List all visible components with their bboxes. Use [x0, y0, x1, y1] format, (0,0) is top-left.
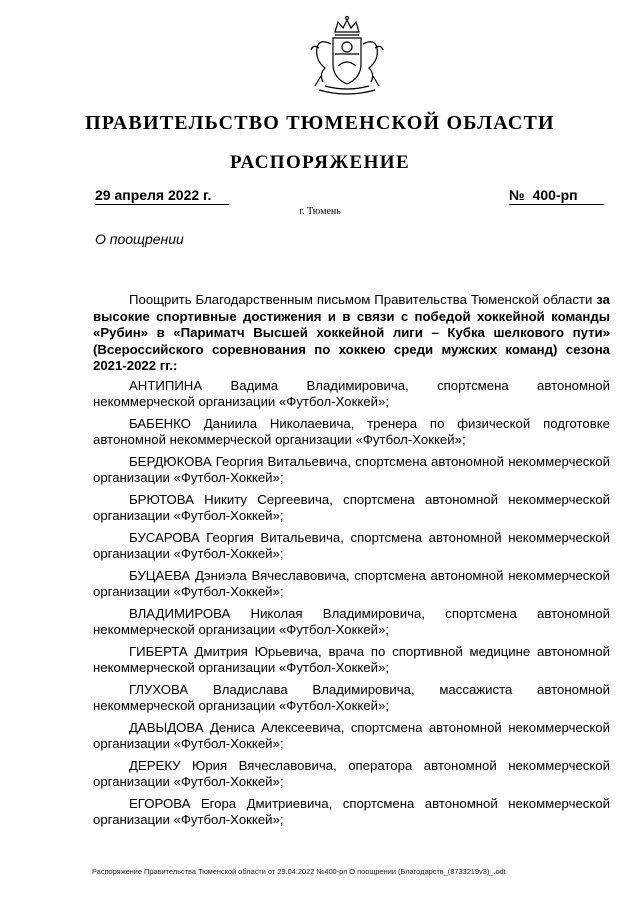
city-label: г. Тюмень	[299, 206, 341, 217]
recipient-item: ГИБЕРТА Дмитрия Юрьевича, врача по спортивной медицине автономной некоммерческой организации «Футбол-Хоккей»;	[93, 643, 610, 675]
document-kind: РАСПОРЯЖЕНИЕ	[229, 152, 411, 173]
recipient-item: ВЛАДИМИРОВА Николая Владимировича, спортсмена автономной некоммерческой организации «Футбол-Хоккей»;	[93, 605, 610, 637]
coat-of-arms-emblem	[305, 14, 389, 98]
recipient-item: БУЦАЕВА Дэниэла Вячеславовича, спортсмена автономной некоммерческой организации «Футбол-Хоккей»;	[93, 567, 610, 599]
document-number	[509, 187, 604, 205]
recipient-item: БЕРДЮКОВА Георгия Витальевича, спортсмена автономной некоммерческой организации «Футбол-Хоккей»;	[93, 453, 610, 485]
recipient-item: АНТИПИНА Вадима Владимировича, спортсмена автономной некоммерческой организации «Футбол-Хоккей»;	[93, 377, 610, 409]
document-subject: О поощрении	[95, 231, 184, 247]
government-title: ПРАВИТЕЛЬСТВО ТЮМЕНСКОЙ ОБЛАСТИ	[85, 112, 555, 134]
recipient-item: БАБЕНКО Даниила Николаевича, тренера по физической подготовке автономной некоммерческой организации «Футбол-Хоккей»;	[93, 415, 610, 447]
number-sign: №	[509, 187, 525, 203]
document-date: 29 апреля 2022 г.	[95, 187, 229, 205]
document-body	[93, 292, 610, 834]
number-value: 400-рп	[532, 187, 578, 203]
recipient-item: ЕГОРОВА Егора Дмитриевича, спортсмена автономной некоммерческой организации «Футбол-Хоккей»;	[93, 795, 610, 827]
recipient-item: ДЕРЕКУ Юрия Вячеславовича, оператора автономной некоммерческой организации «Футбол-Хоккей»;	[93, 757, 610, 789]
recipient-item: БУСАРОВА Георгия Витальевича, спортсмена автономной некоммерческой организации «Футбол-Хоккей»;	[93, 529, 610, 561]
recipient-item: ДАВЫДОВА Дениса Алексеевича, спортсмена автономной некоммерческой организации «Футбол-Хоккей»;	[93, 719, 610, 751]
intro-paragraph	[93, 292, 610, 375]
recipient-item: ГЛУХОВА Владислава Владимировича, массажиста автономной некоммерческой организации «Футбол-Хоккей»;	[93, 681, 610, 713]
recipient-item: БРЮТОВА Никиту Сергеевича, спортсмена автономной некоммерческой организации «Футбол-Хоккей»;	[93, 491, 610, 523]
page-footer: Распоряжение Правительства Тюменской области от 29.04.2022 №400-рп О поощрении (Благодарств_(8733219v3)_.odt	[92, 867, 506, 876]
intro-text: Поощрить Благодарственным письмом Правительства Тюменской области	[129, 292, 597, 307]
intro-bold-text: за высокие спортивные достижения и в связи с победой хоккейной команды «Рубин» в «Париматч Высшей хоккейной лиги – Кубка шелкового пути» (Всероссийского соревнования по хоккею среди мужских команд) сезона 2021-2022 гг.:	[93, 292, 610, 373]
